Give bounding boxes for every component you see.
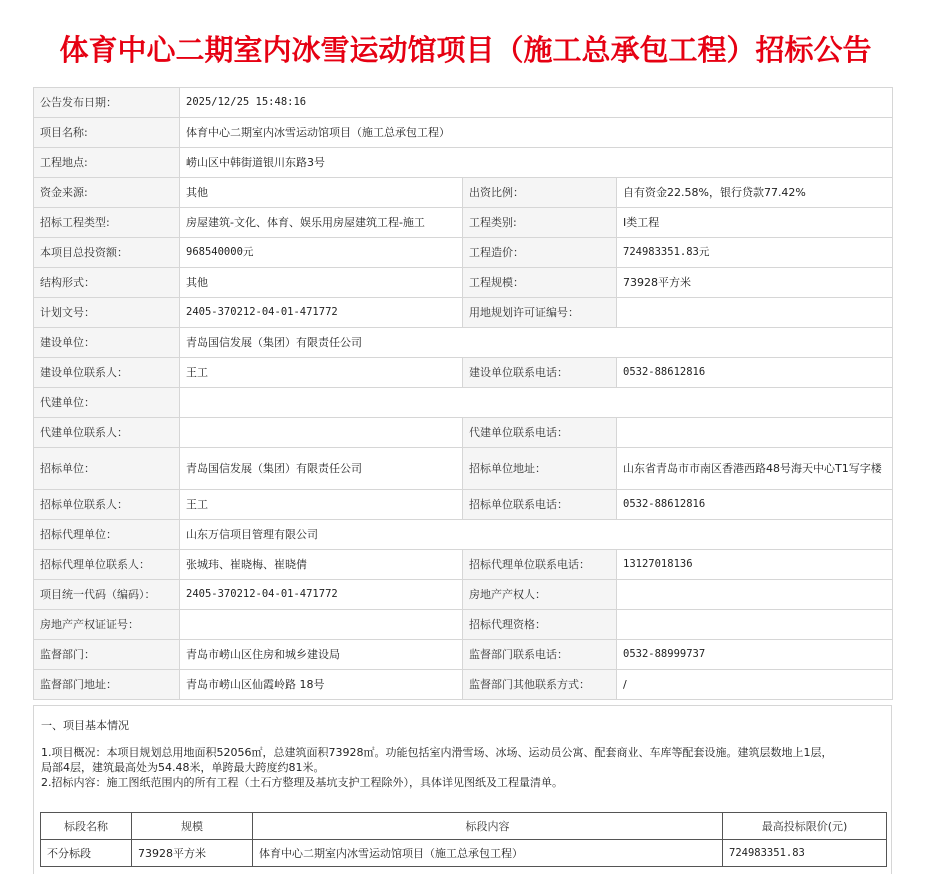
section-scale-cell: 73928平方米	[132, 840, 253, 867]
tenderer-phone-value: 0532-88612816	[617, 490, 893, 520]
agent-builder-contact-label: 代建单位联系人：	[34, 418, 180, 448]
agency-label: 招标代理单位：	[34, 520, 180, 550]
builder-phone-value: 0532-88612816	[617, 358, 893, 388]
agency-phone-value: 13127018136	[617, 550, 893, 580]
info-row	[34, 298, 893, 328]
project-name-label: 项目名称:	[34, 118, 180, 148]
info-row	[34, 448, 893, 490]
sections-table	[40, 812, 887, 867]
location-value: 崂山区中韩街道银川东路3号	[180, 148, 893, 178]
builder-contact-value: 王工	[180, 358, 463, 388]
info-row	[34, 490, 893, 520]
bid-type-label: 招标工程类型:	[34, 208, 180, 238]
supervisor-other-value: /	[617, 670, 893, 700]
info-row	[34, 178, 893, 208]
info-row	[34, 208, 893, 238]
supervisor-address-value: 青岛市崂山区仙霞岭路 18号	[180, 670, 463, 700]
tenderer-address-value: 山东省青岛市市南区香港西路48号海天中心T1写字楼	[617, 448, 893, 490]
fund-ratio-label: 出资比例：	[463, 178, 617, 208]
supervisor-phone-label: 监督部门联系电话：	[463, 640, 617, 670]
column-header-section-name: 标段名称	[41, 813, 132, 840]
description-para2: 2.招标内容：施工图纸范围内的所有工程（土石方整理及基坑支护工程除外），具体详见图纸及工程量清单。	[41, 776, 563, 789]
builder-label: 建设单位：	[34, 328, 180, 358]
property-cert-label: 房地产产权证证号：	[34, 610, 180, 640]
location-label: 工程地点:	[34, 148, 180, 178]
agency-value: 山东万信项目管理有限公司	[180, 520, 893, 550]
agency-contact-value: 张城玮、崔晓梅、崔晓倩	[180, 550, 463, 580]
info-row	[34, 148, 893, 178]
section-max-price-cell: 724983351.83	[723, 840, 887, 867]
info-row	[34, 580, 893, 610]
info-row	[34, 268, 893, 298]
fund-ratio-value: 自有资金22.58%，银行贷款77.42%	[617, 178, 893, 208]
unified-code-label: 项目统一代码（编码）：	[34, 580, 180, 610]
builder-contact-label: 建设单位联系人：	[34, 358, 180, 388]
total-investment-value: 968540000元	[180, 238, 463, 268]
info-row	[34, 388, 893, 418]
land-permit-label: 用地规划许可证编号：	[463, 298, 617, 328]
agent-builder-phone-label: 代建单位联系电话：	[463, 418, 617, 448]
info-row	[34, 238, 893, 268]
agent-builder-value	[180, 388, 893, 418]
supervisor-value: 青岛市崂山区住房和城乡建设局	[180, 640, 463, 670]
info-row	[34, 550, 893, 580]
bid-type-value: 房屋建筑-文化、体育、娱乐用房屋建筑工程-施工	[180, 208, 463, 238]
column-header-content: 标段内容	[253, 813, 723, 840]
sections-table-header	[41, 813, 887, 840]
page-title: 体育中心二期室内冰雪运动馆项目（施工总承包工程）招标公告	[59, 33, 872, 67]
project-info-table	[33, 87, 893, 700]
section-name-cell: 不分标段	[41, 840, 132, 867]
agency-phone-label: 招标代理单位联系电话：	[463, 550, 617, 580]
supervisor-other-label: 监督部门其他联系方式：	[463, 670, 617, 700]
supervisor-label: 监督部门：	[34, 640, 180, 670]
project-cost-label: 工程造价：	[463, 238, 617, 268]
tenderer-contact-label: 招标单位联系人：	[34, 490, 180, 520]
project-category-label: 工程类别:	[463, 208, 617, 238]
column-header-scale: 规模	[132, 813, 253, 840]
structure-value: 其他	[180, 268, 463, 298]
publish-date-label: 公告发布日期：	[34, 88, 180, 118]
plan-no-value: 2405-370212-04-01-471772	[180, 298, 463, 328]
agent-builder-contact-value	[180, 418, 463, 448]
agent-builder-phone-value	[617, 418, 893, 448]
section-content-cell: 体育中心二期室内冰雪运动馆项目（施工总承包工程）	[253, 840, 723, 867]
unified-code-value: 2405-370212-04-01-471772	[180, 580, 463, 610]
tenderer-label: 招标单位：	[34, 448, 180, 490]
fund-source-value: 其他	[180, 178, 463, 208]
info-row	[34, 88, 893, 118]
agent-builder-label: 代建单位：	[34, 388, 180, 418]
description-para1-line2: 局部4层，建筑最高处为54.48米，单跨最大跨度约81米。	[41, 761, 325, 774]
project-cost-value: 724983351.83元	[617, 238, 893, 268]
tenderer-address-label: 招标单位地址：	[463, 448, 617, 490]
info-row	[34, 418, 893, 448]
publish-date-value: 2025/12/25 15:48:16	[180, 88, 893, 118]
project-name-value: 体育中心二期室内冰雪运动馆项目（施工总承包工程）	[180, 118, 893, 148]
agency-contact-label: 招标代理单位联系人：	[34, 550, 180, 580]
scale-value: 73928平方米	[617, 268, 893, 298]
fund-source-label: 资金来源:	[34, 178, 180, 208]
info-row	[34, 610, 893, 640]
scale-label: 工程规模：	[463, 268, 617, 298]
agency-qualification-value	[617, 610, 893, 640]
property-owner-value	[617, 580, 893, 610]
info-row	[34, 328, 893, 358]
builder-value: 青岛国信发展（集团）有限责任公司	[180, 328, 893, 358]
description-para1-line1: 1.项目概况：本项目规划总用地面积52056㎡，总建筑面积73928㎡。功能包括室内滑雪场、冰场、运动员公寓、配套商业、车库等配套设施。建筑层数地上1层，	[41, 746, 833, 759]
builder-phone-label: 建设单位联系电话：	[463, 358, 617, 388]
supervisor-address-label: 监督部门地址：	[34, 670, 180, 700]
land-permit-value	[617, 298, 893, 328]
tenderer-contact-value: 王工	[180, 490, 463, 520]
agency-qualification-label: 招标代理资格：	[463, 610, 617, 640]
tenderer-value: 青岛国信发展（集团）有限责任公司	[180, 448, 463, 490]
column-header-max-price: 最高投标限价(元)	[723, 813, 887, 840]
project-category-value: Ⅰ类工程	[617, 208, 893, 238]
total-investment-label: 本项目总投资额：	[34, 238, 180, 268]
property-owner-label: 房地产产权人：	[463, 580, 617, 610]
info-row	[34, 118, 893, 148]
description-heading: 一、项目基本情况	[41, 719, 129, 732]
info-row	[34, 520, 893, 550]
table-row	[41, 840, 887, 867]
info-row	[34, 358, 893, 388]
structure-label: 结构形式：	[34, 268, 180, 298]
property-cert-value	[180, 610, 463, 640]
tenderer-phone-label: 招标单位联系电话：	[463, 490, 617, 520]
plan-no-label: 计划文号：	[34, 298, 180, 328]
supervisor-phone-value: 0532-88999737	[617, 640, 893, 670]
info-row	[34, 640, 893, 670]
info-row	[34, 670, 893, 700]
